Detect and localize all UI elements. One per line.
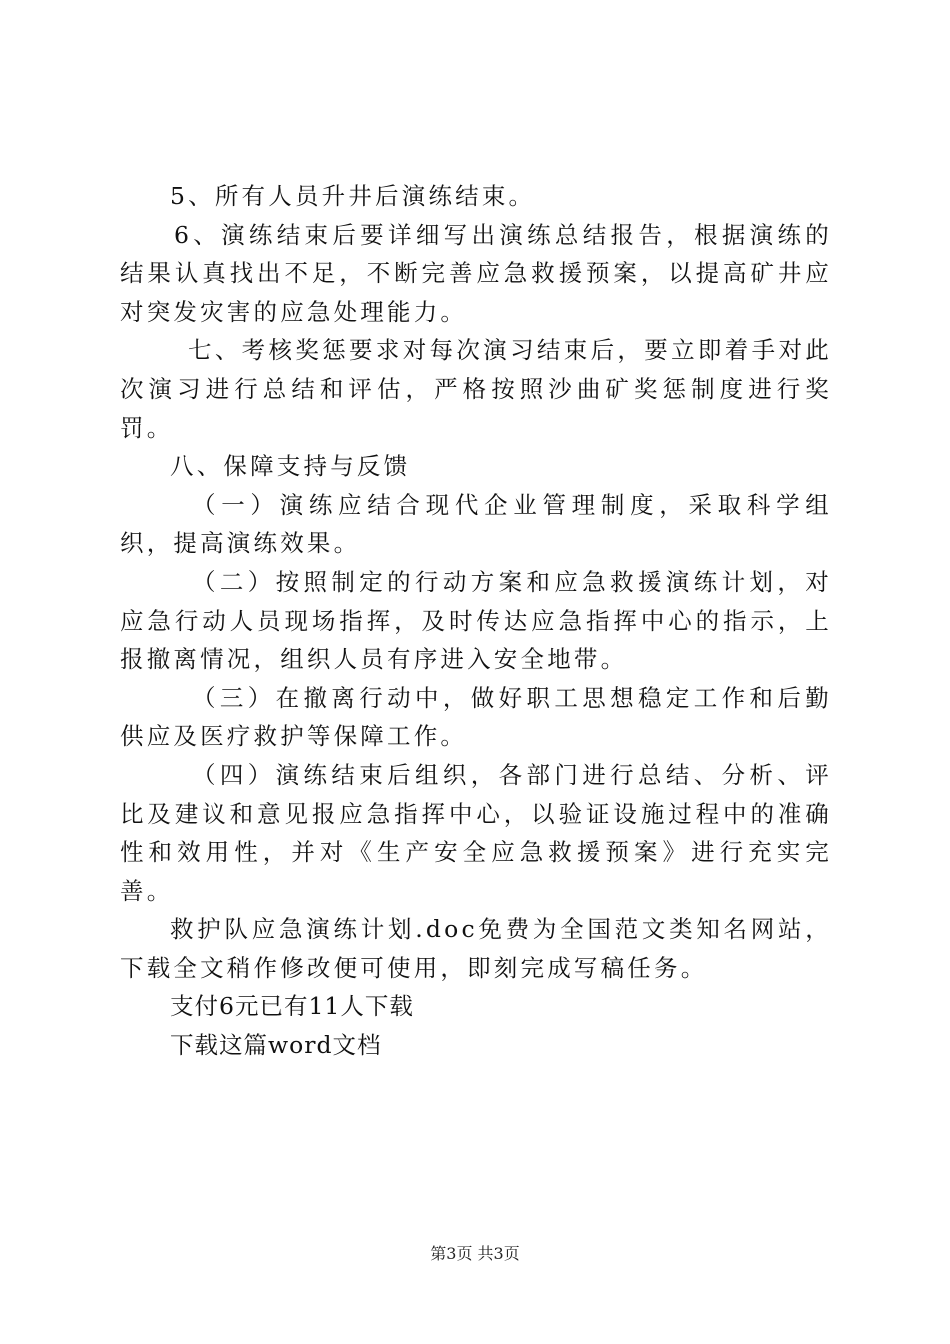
paragraph-step-5: 5、所有人员升井后演练结束。	[170, 182, 536, 210]
page-number-footer: 第3页 共3页	[430, 1244, 520, 1263]
paragraph-item-2: （二）按照制定的行动方案和应急救援演练计划，对应急行动人员现场指挥，及时传达应急指挥中心的指示，上报撤离情况，组织人员有序进入安全地带。	[120, 567, 832, 674]
paragraph-section-7: 七、考核奖惩要求对每次演习结束后，要立即着手对此次演习进行总结和评估，严格按照沙曲矿奖惩制度进行奖罚。	[120, 336, 832, 442]
site-notice: 救护队应急演练计划.doc免费为全国范文类知名网站，下载全文稍作修改便可使用，即刻完成写稿任务。	[120, 915, 832, 982]
paragraph-step-6: 6、演练结束后要详细写出演练总结报告，根据演练的结果认真找出不足，不断完善应急救援预案，以提高矿井应对突发灾害的应急处理能力。	[120, 220, 832, 326]
section-heading-8: 八、保障支持与反馈	[170, 452, 411, 481]
paragraph-item-3: （三）在撤离行动中，做好职工思想稳定工作和后勤供应及医疗救护等保障工作。	[120, 683, 832, 751]
document-body	[120, 177, 832, 1065]
payment-info: 支付6元已有11人下载	[170, 992, 414, 1021]
paragraph-item-1: （一）演练应结合现代企业管理制度，采取科学组织，提高演练效果。	[120, 490, 832, 558]
paragraph-item-4: （四）演练结束后组织，各部门进行总结、分析、评比及建议和意见报应急指挥中心，以验证设施过程中的准确性和效用性，并对《生产安全应急救援预案》进行充实完善。	[120, 760, 832, 905]
download-link[interactable]: 下载这篇word文档	[170, 1031, 382, 1060]
